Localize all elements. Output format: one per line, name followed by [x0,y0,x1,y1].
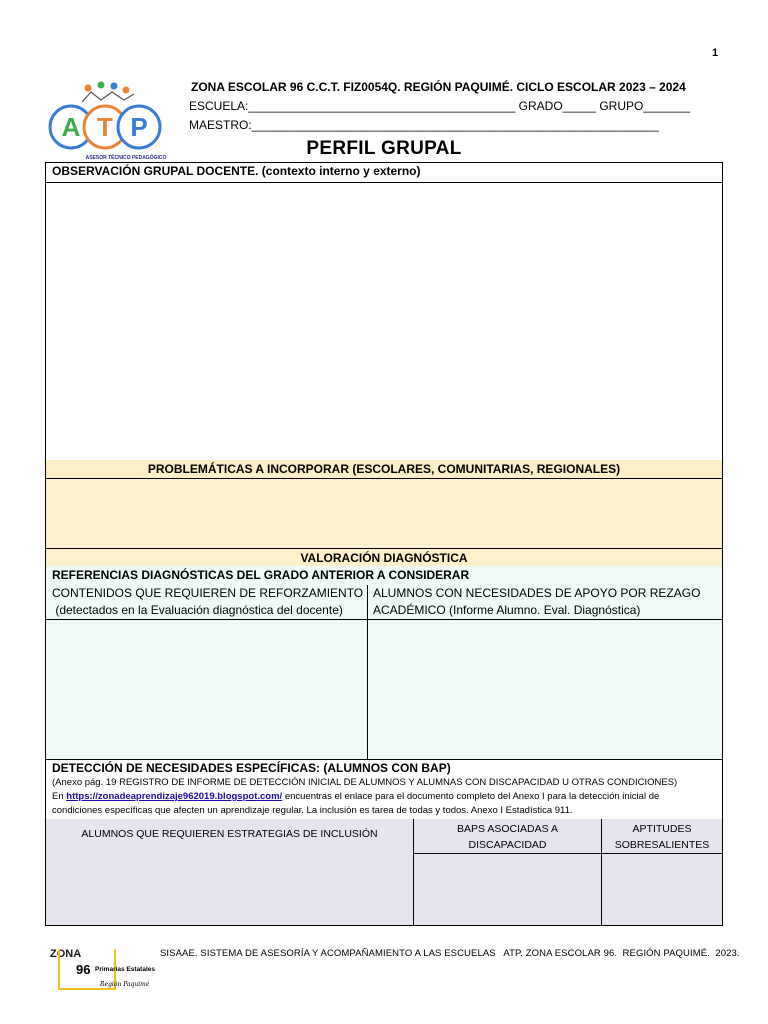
aptitudes-col[interactable] [602,819,722,925]
diagnostico-divider [367,585,368,759]
zona-logo-region: Región Paquimé [100,981,150,988]
blog-link[interactable]: https://zonadeaprendizaje962019.blogspot.com/ [66,791,283,802]
inclusion-divider-2 [601,819,602,925]
header-zona-line: ZONA ESCOLAR 96 C.C.T. FIZ0054Q. REGIÓN PAQUIMÉ. CICLO ESCOLAR 2023 – 2024 [191,80,686,94]
problematicas-area[interactable] [46,478,722,548]
valoracion-label: VALORACIÓN DIAGNÓSTICA [46,548,722,566]
deteccion-block [46,759,722,819]
header-maestro-line[interactable]: MAESTRO:_____________________________________________________________ [189,118,659,132]
logo-caption: ASESOR TÉCNICO PEDAGÓGICO [85,155,167,161]
link-suffix: encuentras el enlace para el documento completo del Anexo I para la detección inicial de [282,791,660,802]
link-prefix: En [52,791,67,802]
logo-figures [82,82,134,103]
anexo-text: (Anexo pág. 19 REGISTRO DE INFORME DE DETECCIÓN INICIAL DE ALUMNOS Y ALUMNAS CON DISCAPACIDAD U OTRAS CONDICIONES) [52,777,678,788]
inclusion-header-rule [413,853,722,854]
page-title: PERFIL GRUPAL [306,138,462,159]
zona-96-logo [50,948,160,994]
deteccion-label: DETECCIÓN DE NECESIDADES ESPECÍFICAS: (ALUMNOS CON BAP) [52,761,451,775]
referencias-label: REFERENCIAS DIAGNÓSTICAS DEL GRADO ANTERIOR A CONSIDERAR [52,568,470,582]
page-number: 1 [712,47,719,59]
link-line [46,790,722,804]
zona-logo-number: 96 [76,962,91,977]
condiciones-text: condiciones específicas que afecten un aprendizaje regular. La inclusión es tarea de todas y todos. Anexo I Estadística 911. [52,805,573,816]
baps-col[interactable] [414,819,601,925]
logo-letter-t: T [97,112,113,142]
logo-letter-p: P [130,112,148,142]
form-frame [45,162,723,926]
zona-logo-sub: Primarias Estatales [95,966,155,973]
alumnos-rezago-label-1: ALUMNOS CON NECESIDADES DE APOYO POR REZAGO [373,586,701,600]
aptitudes-header-2: SOBRESALIENTES [614,839,710,851]
diagnostico-area [46,619,722,759]
zona-logo-word: ZONA [50,948,82,960]
contenidos-label-1: CONTENIDOS QUE REQUIEREN DE REFORZAMIENTO [52,586,364,600]
logo-letter-a: A [61,112,81,142]
referencias-block [46,566,722,620]
header-escuela-line[interactable]: ESCUELA:________________________________________ GRADO_____ GRUPO_______ [189,99,691,113]
problematicas-label: PROBLEMÁTICAS A INCORPORAR (ESCOLARES, COMUNITARIAS, REGIONALES) [46,460,722,478]
inclusion-header: ALUMNOS QUE REQUIEREN ESTRATEGIAS DE INCLUSIÓN [81,828,378,840]
inclusion-col[interactable] [46,819,413,925]
alumnos-rezago-area[interactable] [368,620,722,759]
footer-text: SISAAE. SISTEMA DE ASESORÍA Y ACOMPAÑAMIENTO A LAS ESCUELAS ATP. ZONA ESCOLAR 96. REGIÓN PAQUIMÉ. 2023. [160,948,740,959]
observacion-area[interactable] [46,182,722,460]
baps-header-2: DISCAPACIDAD [468,839,547,851]
alumnos-rezago-label-2: ACADÉMICO (Informe Alumno. Eval. Diagnóstica) [373,603,641,617]
contenidos-label-2: (detectados en la Evaluación diagnóstica del docente) [52,603,343,617]
contenidos-area[interactable] [46,620,367,759]
baps-header-1: BAPS ASOCIADAS A [457,823,558,835]
aptitudes-header-1: APTITUDES [632,823,692,835]
inclusion-table [46,819,722,925]
inclusion-divider-1 [413,819,414,925]
observacion-label: OBSERVACIÓN GRUPAL DOCENTE. (contexto interno y externo) [52,164,421,178]
